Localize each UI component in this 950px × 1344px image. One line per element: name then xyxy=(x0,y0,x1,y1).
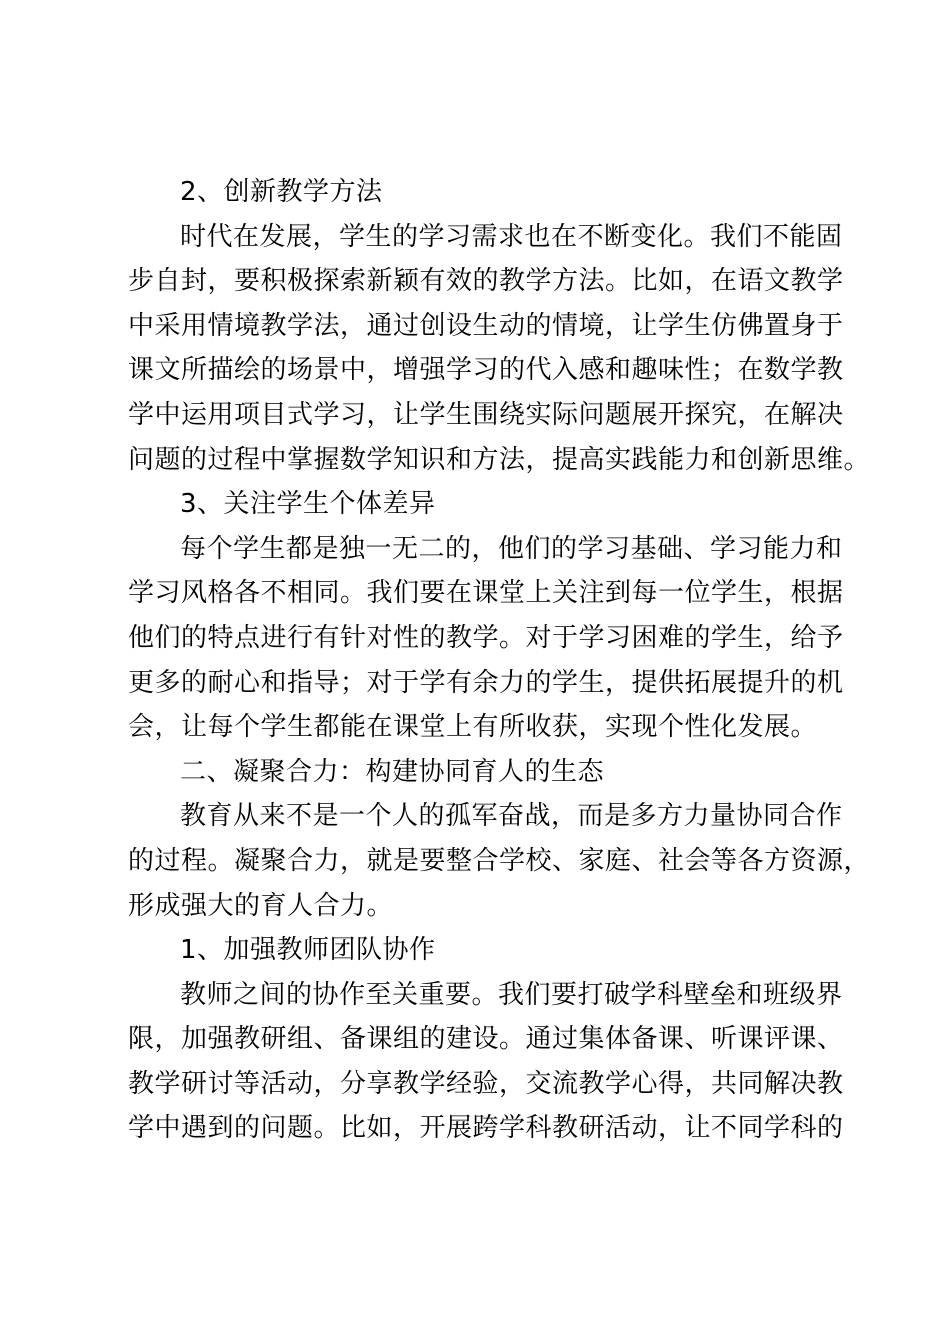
section-heading: 2、创新教学方法 xyxy=(180,177,383,207)
paragraph-line: 教学研讨等活动，分享教学经验，交流教学心得，共同解决教 xyxy=(128,1068,844,1099)
paragraph-line: 形成强大的育人合力。 xyxy=(128,890,394,921)
paragraph-line: 更多的耐心和指导；对于学有余力的学生，提供拓展提升的机 xyxy=(128,667,844,698)
paragraph-line: 问题的过程中掌握数学知识和方法，提高实践能力和创新思维。 xyxy=(128,444,871,475)
paragraph-line: 的过程。凝聚合力，就是要整合学校、家庭、社会等各方资源， xyxy=(128,845,871,876)
paragraph-line: 他们的特点进行有针对性的教学。对于学习困难的学生，给予 xyxy=(128,622,844,653)
paragraph-line: 学中遇到的问题。比如，开展跨学科教研活动，让不同学科的 xyxy=(128,1113,844,1144)
paragraph-line: 教育从来不是一个人的孤军奋战，而是多方力量协同合作 xyxy=(180,801,843,832)
paragraph-line: 教师之间的协作至关重要。我们要打破学科壁垒和班级界 xyxy=(180,979,843,1010)
document-page xyxy=(128,170,871,1151)
paragraph-line: 学习风格各不相同。我们要在课堂上关注到每一位学生，根据 xyxy=(128,578,844,609)
section-heading: 3、关注学生个体差异 xyxy=(180,489,436,520)
section-heading: 二、凝聚合力：构建协同育人的生态 xyxy=(180,756,605,787)
paragraph-line: 中采用情境教学法，通过创设生动的情境，让学生仿佛置身于 xyxy=(128,310,844,341)
section-heading: 1、加强教师团队协作 xyxy=(180,935,436,966)
paragraph-line: 每个学生都是独一无二的，他们的学习基础、学习能力和 xyxy=(180,533,843,564)
paragraph-line: 时代在发展，学生的学习需求也在不断变化。我们不能固 xyxy=(180,221,843,252)
paragraph-line: 步自封，要积极探索新颖有效的教学方法。比如，在语文教学 xyxy=(128,266,844,297)
paragraph-line: 学中运用项目式学习，让学生围绕实际问题展开探究，在解决 xyxy=(128,399,844,430)
paragraph-line: 会，让每个学生都能在课堂上有所收获，实现个性化发展。 xyxy=(128,712,818,743)
paragraph-line: 限，加强教研组、备课组的建设。通过集体备课、听课评课、 xyxy=(128,1024,844,1055)
paragraph-line: 课文所描绘的场景中，增强学习的代入感和趣味性；在数学教 xyxy=(128,355,844,386)
